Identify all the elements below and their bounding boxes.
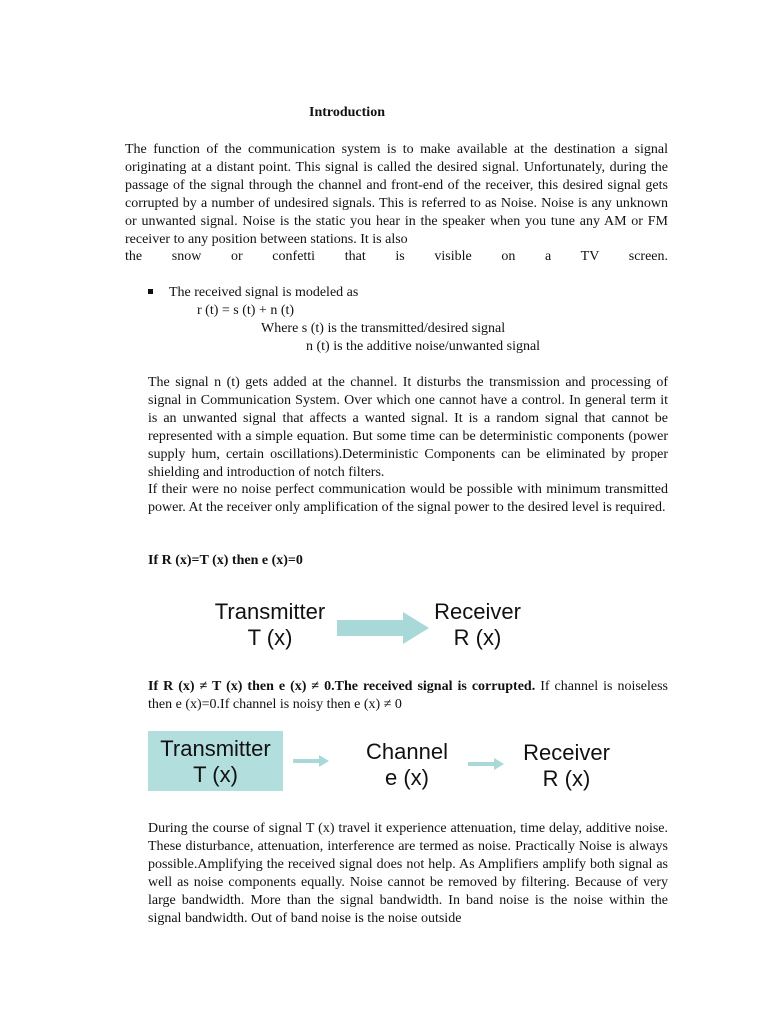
- diagram1-receiver: [425, 599, 530, 651]
- diagram2-arrow1-icon: [293, 755, 329, 767]
- condition-not-equal-rest: If channel is noiseless then e (x)=0.If channel is noisy then e (x) ≠ 0: [148, 679, 668, 712]
- signal-equation: r (t) = s (t) + n (t): [197, 303, 295, 318]
- condition-not-equal-bold: If R (x) ≠ T (x) then e (x) ≠ 0.The received signal is corrupted.: [148, 679, 536, 694]
- diagram2-arrow2-icon: [468, 758, 504, 770]
- intro-text: The function of the communication system is to make available at the destination a signal originating at a distant point. This signal is called the desired signal. Unfortunately, during the passage of the signal through the channel and front-end of the receiver, this desired signal gets corrupted by a number of undesired signals. This is referred to as Noise. Noise is any unknown or unwanted signal. Noise is the static you hear in the speaker when you tune any AM or FM receiver to any position between stations. It is also: [125, 142, 668, 247]
- noise-paragraph-text: The signal n (t) gets added at the channel. It disturbs the transmission and processing of signal in Communication System. Over which one cannot have a control. In general term it is an unwanted signal that affects a wanted signal. It is a random signal that cannot be represented with a simple equation. But some time can be deterministic components (power supply hum, certain oscillations).Deterministic Components can be eliminated by proper shielding and introduction of notch filters.: [148, 375, 668, 480]
- bullet-item: [148, 285, 358, 301]
- diagram2-transmitter: [148, 736, 283, 788]
- diagram2-tx-name: Transmitter: [160, 736, 271, 761]
- final-paragraph: During the course of signal T (x) travel it experience attenuation, time delay, additive noise. These disturbance, attenuation, interference are termed as noise. Practically Noise is always possible.Amplifying the received signal does not help. As Amplifiers amplify both signal as well as noise components equally. Noise cannot be removed by filtering. Because of very large bandwidth. More than the signal bandwidth. In band noise is the noise within the signal bandwidth. Out of band noise is the noise outside: [148, 821, 668, 926]
- diagram1-tx-name: Transmitter: [214, 599, 326, 624]
- bullet-text: The received signal is modeled as: [169, 285, 359, 300]
- perfect-communication-text: If their were no noise perfect communication would be possible with minimum transmitted power. At the receiver only amplification of the signal power to the desired level is required.: [148, 482, 668, 516]
- diagram1-rx-symbol: R (x): [453, 625, 502, 650]
- diagram2-ch-symbol: e (x): [385, 765, 429, 790]
- condition-equal: If R (x)=T (x) then e (x)=0: [148, 553, 303, 568]
- diagram2-channel: [355, 739, 459, 791]
- bullet-square-icon: [148, 289, 153, 294]
- diagram1-tx-symbol: T (x): [247, 625, 293, 650]
- noise-paragraph: [148, 374, 668, 517]
- intro-paragraph: [125, 141, 668, 266]
- diagram1-transmitter: [205, 599, 335, 651]
- diagram2-rx-symbol: R (x): [542, 766, 591, 791]
- diagram2-rx-name: Receiver: [523, 740, 610, 765]
- where-s-line: Where s (t) is the transmitted/desired signal: [261, 321, 506, 336]
- diagram2-tx-symbol: T (x): [193, 762, 238, 787]
- diagram2-receiver: [514, 740, 619, 792]
- page-title: Introduction: [309, 105, 385, 120]
- intro-last-line: the snow or confetti that is visible on a TV screen.: [125, 249, 668, 265]
- diagram1-rx-name: Receiver: [434, 599, 521, 624]
- diagram1-arrow-icon: [337, 612, 429, 644]
- where-n-line: n (t) is the additive noise/unwanted signal: [306, 339, 541, 354]
- diagram2-ch-name: Channel: [366, 739, 448, 764]
- condition-not-equal: [148, 678, 668, 714]
